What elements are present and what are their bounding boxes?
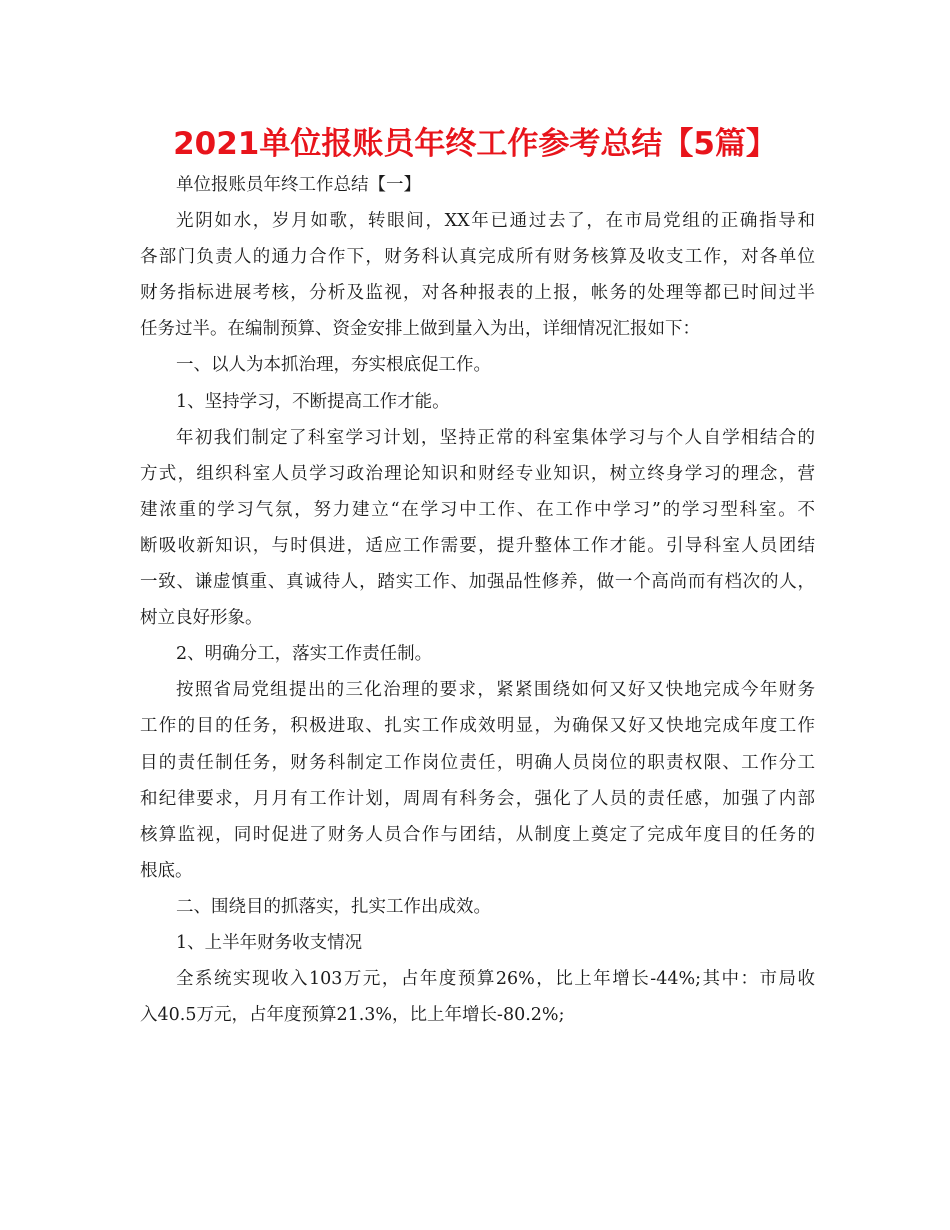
paragraph-line: 一致、谦虚慎重、真诚待人，踏实工作、加强品性修养，做一个高尚而有档次的人， bbox=[140, 572, 815, 593]
paragraph-line: 断吸收新知识，与时俱进，适应工作需要，提升整体工作才能。引导科室人员团结 bbox=[140, 535, 815, 556]
subheading-line: 1、上半年财务收支情况 bbox=[176, 932, 363, 953]
document-title: 2021单位报账员年终工作参考总结【5篇】 bbox=[173, 126, 777, 162]
paragraph-line: 按照省局党组提出的三化治理的要求，紧紧围绕如何又好又快地完成今年财务 bbox=[176, 680, 815, 701]
paragraph-line: 年初我们制定了科室学习计划，坚持正常的科室集体学习与个人自学相结合的 bbox=[176, 427, 815, 448]
paragraph-line: 目的责任制任务，财务科制定工作岗位责任，明确人员岗位的职责权限、工作分工 bbox=[140, 752, 815, 773]
section-heading: 单位报账员年终工作总结【一】 bbox=[176, 175, 421, 195]
subheading-line: 1、坚持学习，不断提高工作才能。 bbox=[176, 391, 450, 412]
paragraph-line: 树立良好形象。 bbox=[140, 608, 263, 629]
subheading-line: 2、明确分工，落实工作责任制。 bbox=[176, 644, 433, 665]
paragraph-line: 根底。 bbox=[140, 860, 193, 881]
paragraph-line: 建浓重的学习气氛，努力建立“在学习中工作、在工作中学习”的学习型科室。不 bbox=[140, 499, 815, 520]
paragraph-line: 全系统实现收入103万元，占年度预算26%，比上年增长-44%;其中：市局收 bbox=[176, 969, 815, 990]
paragraph-line: 各部门负责人的通力合作下，财务科认真完成所有财务核算及收支工作，对各单位 bbox=[140, 247, 815, 268]
document-body bbox=[140, 167, 815, 1033]
paragraph-line: 工作的目的任务，积极进取、扎实工作成效明显，为确保又好又快地完成年度工作 bbox=[140, 716, 815, 737]
paragraph-line: 核算监视，同时促进了财务人员合作与团结，从制度上奠定了完成年度目的任务的 bbox=[140, 824, 815, 845]
paragraph-line: 入40.5万元，占年度预算21.3%，比上年增长-80.2%; bbox=[140, 1005, 565, 1026]
paragraph-line: 和纪律要求，月月有工作计划，周周有科务会，强化了人员的责任感，加强了内部 bbox=[140, 788, 815, 809]
paragraph-line: 任务过半。在编制预算、资金安排上做到量入为出，详细情况汇报如下： bbox=[140, 319, 700, 340]
paragraph-line: 方式，组织科室人员学习政治理论知识和财经专业知识，树立终身学习的理念，营 bbox=[140, 463, 815, 484]
heading-line: 一、以人为本抓治理，夯实根底促工作。 bbox=[176, 355, 491, 376]
heading-line: 二、围绕目的抓落实，扎实工作出成效。 bbox=[176, 896, 491, 917]
paragraph-line: 财务指标进展考核，分析及监视，对各种报表的上报，帐务的处理等都已时间过半 bbox=[140, 283, 815, 304]
paragraph-line: 光阴如水，岁月如歌，转眼间，XX年已通过去了，在市局党组的正确指导和 bbox=[176, 211, 815, 232]
